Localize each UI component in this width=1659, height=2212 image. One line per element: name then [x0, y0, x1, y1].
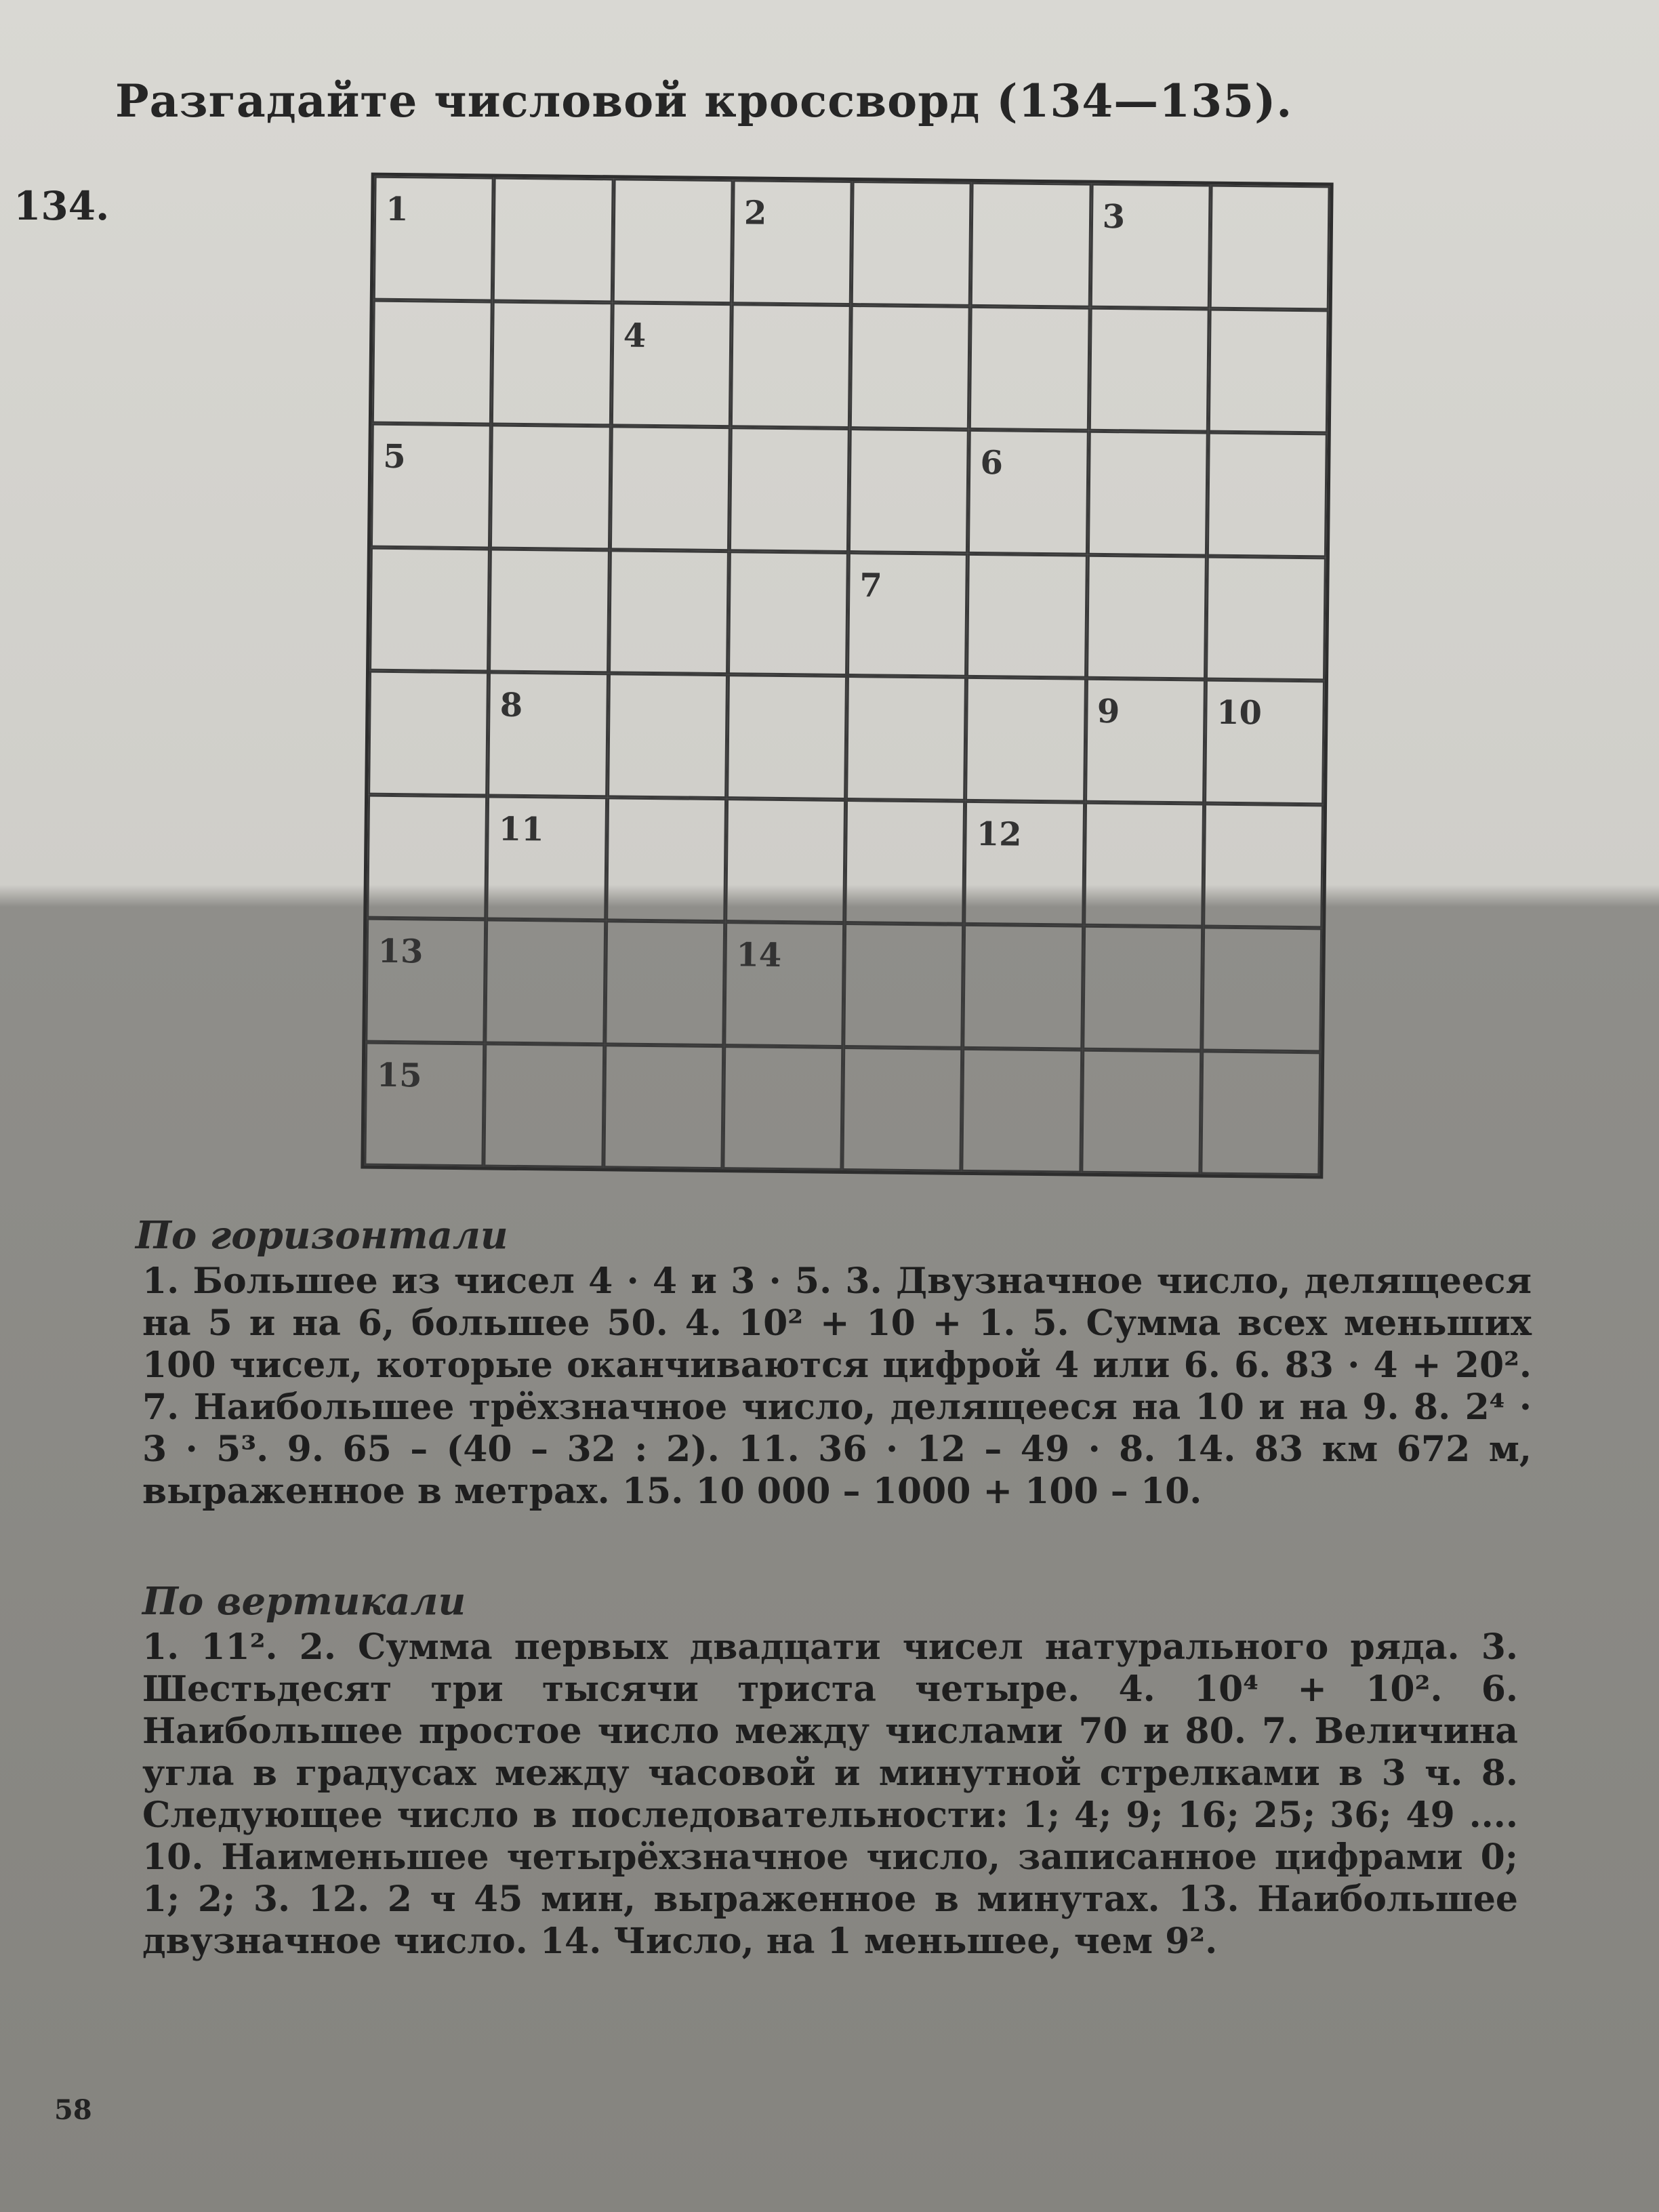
crossword-cell: [607, 673, 728, 798]
crossword-cell: [1088, 307, 1209, 432]
cell-number: 11: [498, 810, 544, 848]
vertical-clues: 1. 11². 2. Сумма первых двадцати чисел натурального ряда. 3. Шестьдесят три тысячи триста четыре. 4. 10⁴ + 10². 6. Наибольшее простое число между числами 70 и 80. 7. Величина угла в градусах между часовой и минутной стрелками в 3 ч. 8. Следующее число в последовательности: 1; 4; 9; 16; 25; 36; 49 .... 10. Наименьшее четырёхзначное число, записанное цифрами 0; 1; 2; 3. 12. 2 ч 45 мин, выраженное в минутах. 13. Наибольшее двузначное число. 14. Число, на 1 меньшее, чем 9².: [142, 1626, 1518, 1962]
crossword-cell: [1202, 927, 1322, 1052]
crossword-cell: [368, 671, 489, 796]
crossword-cell: [963, 924, 1084, 1049]
crossword-cell: [1203, 803, 1324, 928]
crossword-cell: [724, 922, 844, 1046]
crossword-grid: [361, 173, 1333, 1179]
cell-number: 9: [1097, 692, 1120, 731]
crossword-cell: [372, 300, 493, 424]
crossword-cell: [844, 799, 965, 924]
crossword-cell: [848, 428, 969, 553]
crossword-cell: [1209, 185, 1330, 310]
crossword-cell: [1085, 678, 1206, 803]
crossword-cell: [1204, 680, 1325, 804]
cell-number: 2: [743, 194, 767, 232]
crossword-cell: [605, 920, 725, 1045]
cell-number: 10: [1216, 693, 1263, 733]
crossword-cell: [364, 1042, 485, 1166]
crossword-cell: [1086, 554, 1206, 679]
crossword-cell: [367, 794, 487, 919]
crossword-cell: [850, 305, 970, 430]
crossword-cell: [726, 674, 847, 799]
cell-number: 1: [385, 190, 409, 229]
cell-number: 15: [376, 1056, 422, 1094]
crossword-cell: [729, 427, 850, 552]
crossword-cell: [964, 800, 1084, 925]
crossword-cell: [1084, 802, 1204, 926]
crossword-cell: [731, 180, 852, 304]
page-number: 58: [54, 2094, 92, 2126]
crossword-cell: [489, 548, 609, 673]
crossword-cell: [1081, 1049, 1202, 1174]
crossword-cell: [609, 550, 729, 674]
crossword-cell: [487, 672, 608, 796]
crossword-cell: [851, 181, 972, 306]
cell-number: 3: [1102, 197, 1126, 237]
crossword-cell: [369, 547, 490, 672]
crossword-cell: [490, 424, 611, 549]
crossword-cell: [965, 677, 1086, 802]
crossword-cell: [1082, 926, 1203, 1050]
cell-number: 6: [980, 444, 1004, 483]
crossword-cell: [1200, 1050, 1321, 1175]
crossword-cell: [843, 923, 964, 1048]
crossword-cell: [606, 797, 726, 922]
crossword-cell: [1090, 184, 1210, 308]
task-number: 134.: [14, 183, 110, 229]
cell-number: 4: [623, 316, 647, 355]
crossword-cell: [966, 553, 1087, 678]
cell-number: 8: [499, 686, 523, 724]
crossword-cell: [365, 918, 486, 1043]
horizontal-clues: 1. Большее из чисел 4 · 4 и 3 · 5. 3. Двузначное число, делящееся на 5 и на 6, большее 50. 4. 10² + 10 + 1. 5. Сумма всех меньших 100 чисел, которые оканчиваются цифрой 4 или 6. 6. 83 · 4 + 20². 7. Наибольшее трёхзначное число, делящееся на 10 и на 9. 8. 2⁴ · 3 · 5³. 9. 65 – (40 – 32 : 2). 11. 36 · 12 – 49 · 8. 14. 83 км 672 м, выраженное в метрах. 15. 10 000 – 1000 + 100 – 10.: [142, 1261, 1532, 1512]
crossword-cell: [1087, 431, 1208, 556]
crossword-cell: [731, 304, 851, 428]
crossword-cell: [1208, 308, 1329, 433]
cell-number: 14: [736, 936, 782, 975]
crossword-cell: [728, 551, 848, 676]
horizontal-title: По горизонтали: [136, 1213, 508, 1258]
crossword-cell: [846, 676, 966, 800]
crossword-cell: [371, 424, 491, 548]
crossword-cell: [969, 306, 1090, 430]
crossword-cell: [1206, 556, 1326, 680]
crossword-cell: [603, 1044, 724, 1169]
crossword-cell: [968, 430, 1088, 554]
vertical-title: По вертикали: [142, 1579, 466, 1624]
crossword-cell: [373, 176, 494, 301]
page-heading: Разгадайте числовой кроссворд (134—135).: [115, 75, 1293, 127]
cell-number: 5: [383, 437, 407, 476]
crossword-cell: [847, 552, 968, 677]
crossword-cell: [491, 301, 612, 426]
crossword-cell: [484, 1043, 605, 1168]
crossword-cell: [725, 798, 846, 923]
cell-number: 13: [377, 932, 424, 971]
crossword-cell: [962, 1048, 1082, 1172]
crossword-cell: [1207, 432, 1328, 557]
crossword-cell: [611, 302, 731, 427]
crossword-cell: [486, 796, 607, 920]
crossword-cell: [493, 178, 613, 302]
crossword-cell: [485, 919, 606, 1044]
cell-number: 7: [859, 566, 883, 605]
crossword-cell: [609, 426, 730, 550]
cell-number: 12: [976, 815, 1022, 854]
crossword-cell: [970, 182, 1091, 307]
crossword-cell: [612, 178, 733, 303]
crossword-cell: [842, 1046, 962, 1171]
crossword-cell: [722, 1046, 843, 1170]
